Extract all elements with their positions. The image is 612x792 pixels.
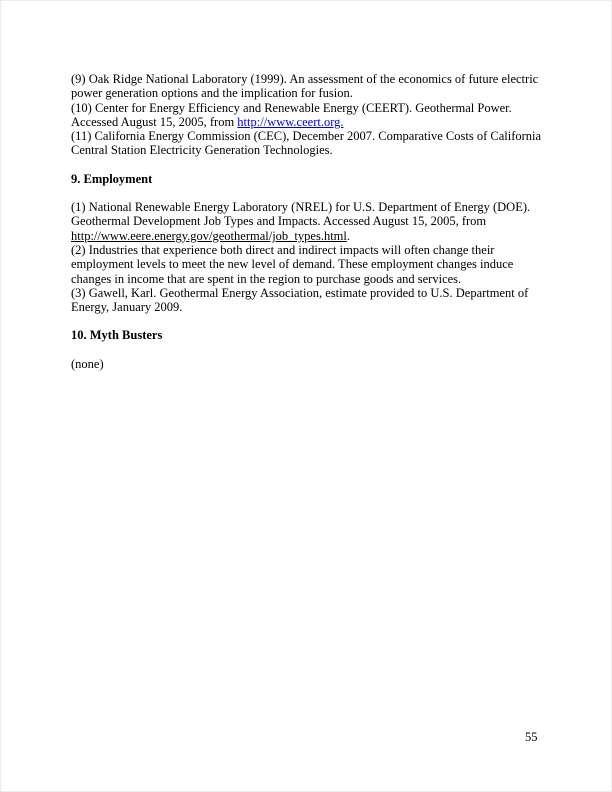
reference-item-9: (9) Oak Ridge National Laboratory (1999). An assessment of the economics of future electric power generation options and the implication for fusion.	[71, 72, 539, 101]
employment-item-1-text: (1) National Renewable Energy Laboratory (NREL) for U.S. Department of Energy (DOE). Geothermal Development Job Types and Impacts. Accessed August 15, 2005, from	[71, 200, 531, 229]
reference-item-11: (11) California Energy Commission (CEC), December 2007. Comparative Costs of California Central Station Electricity Generation Technologies.	[71, 129, 542, 158]
employment-item-1	[71, 200, 542, 243]
employment-item-3: (3) Gawell, Karl. Geothermal Energy Association, estimate provided to U.S. Department of Energy, January 2009.	[71, 285, 529, 315]
myth-busters-body: (none)	[71, 356, 104, 371]
reference-10-text: (10) Center for Energy Efficiency and Renewable Energy (CEERT). Geothermal Power. Accessed August 15, 2005, from	[71, 100, 512, 129]
section-heading-myth-busters: 10. Myth Busters	[71, 328, 163, 343]
reference-item-10	[71, 101, 542, 130]
page-number: 55	[525, 730, 538, 744]
section-heading-employment: 9. Employment	[71, 171, 153, 186]
eere-url-link[interactable]: http://www.eere.energy.gov/geothermal/job_types.html	[71, 228, 347, 243]
employment-item-2: (2) Industries that experience both direct and indirect impacts will often change their employment levels to meet the new level of demand. These employment changes induce changes in income that are spent in the region to purchase goods and services.	[71, 242, 514, 286]
ceert-url-link[interactable]: http://www.ceert.org.	[237, 114, 344, 129]
employment-item-1-period: .	[346, 228, 350, 243]
page-body	[71, 72, 542, 371]
